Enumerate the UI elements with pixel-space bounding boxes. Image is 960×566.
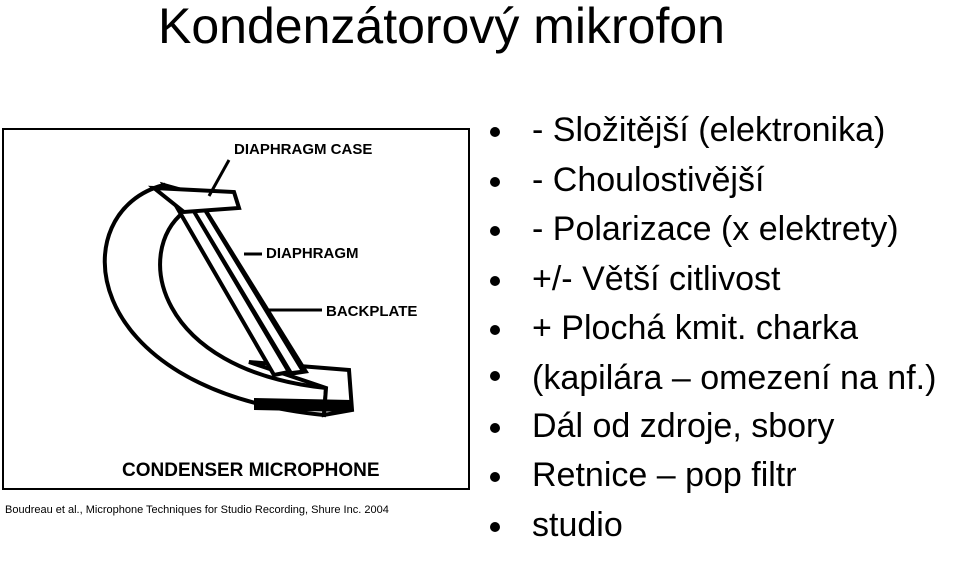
bullet-item: Retnice – pop filtr [490,451,960,501]
label-diaphragm: DIAPHRAGM [266,245,359,262]
microphone-diagram [4,130,468,488]
bullet-dot-icon [490,177,500,187]
bullet-item: +/- Větší citlivost [490,255,960,305]
bullet-item: (kapilára – omezení na nf.) [490,354,960,402]
condenser-microphone-figure [2,128,470,490]
bullet-dot-icon [490,423,500,433]
diaphragm-case-ring [105,185,326,415]
bullet-item: + Plochá kmit. charka [490,304,960,354]
slide-title: Kondenzátorový mikrofon [158,0,725,54]
bullet-item: - Polarizace (x elektrety) [490,205,960,255]
bullet-dot-icon [490,522,500,532]
bullet-dot-icon [490,127,500,137]
bullet-list [490,106,960,550]
bullet-dot-icon [490,325,500,335]
label-diaphragm-case: DIAPHRAGM CASE [234,141,373,158]
bullet-item: studio [490,501,960,551]
bullet-item: - Složitější (elektronika) [490,106,960,156]
bullet-dot-icon [490,276,500,286]
bullet-dot-icon [490,371,500,381]
bullet-item: Dál od zdroje, sbory [490,402,960,452]
label-backplate: BACKPLATE [326,303,418,320]
case-bottom-hatch [254,398,352,412]
bullet-dot-icon [490,226,500,236]
label-condenser-microphone: CONDENSER MICROPHONE [122,460,380,481]
figure-caption: Boudreau et al., Microphone Techniques for Studio Recording, Shure Inc. 2004 [5,504,389,516]
bullet-item: - Choulostivější [490,156,960,206]
bullet-dot-icon [490,472,500,482]
